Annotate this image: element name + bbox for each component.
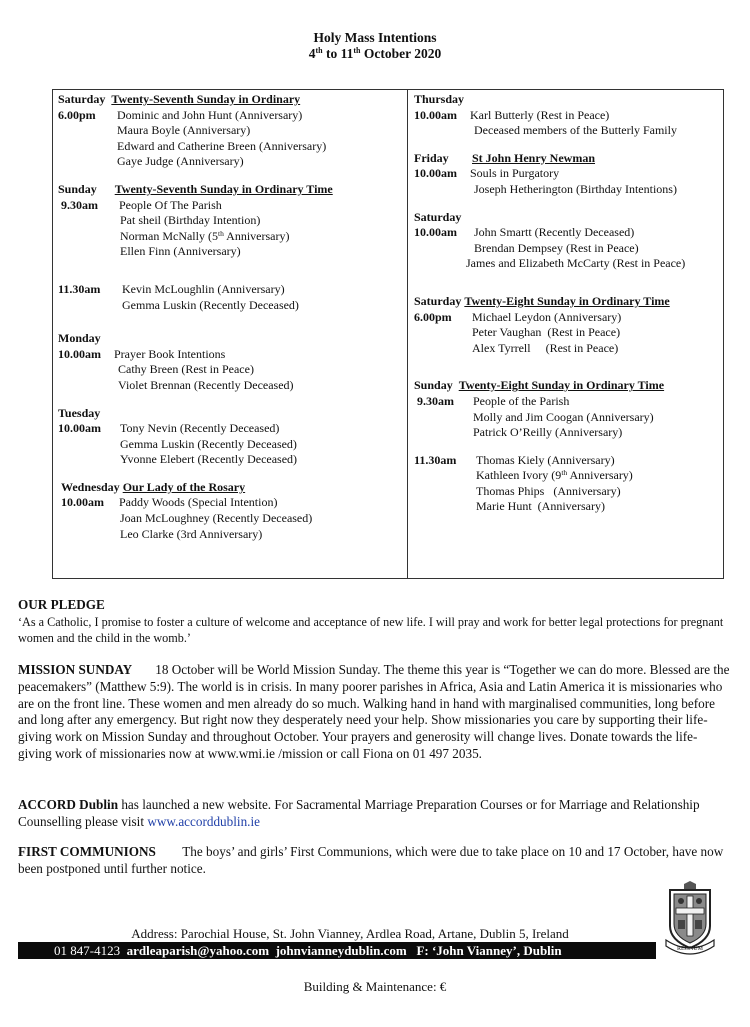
phone-number: 01 847-4123 — [54, 943, 121, 958]
communions-text: The boys’ and girls’ First Communions, which were due to take place on 10 and 17 October, have now been postponed until further notice. — [18, 844, 724, 876]
intention-row: 6.00pm Dominic and John Hunt (Anniversary) — [58, 107, 303, 122]
intention: Brendan Dempsey (Rest in Peace) — [474, 240, 639, 255]
intention: Joan McLoughney (Recently Deceased) — [120, 511, 313, 526]
intention: Edward and Catherine Breen (Anniversary) — [117, 138, 327, 153]
intention-row: 10.00am Karl Butterly (Rest in Peace) — [414, 107, 610, 122]
building-maintenance: Building & Maintenance: € — [303, 979, 447, 994]
crest-motto: REGNUM — [676, 946, 704, 952]
schedule-heading: Saturday Twenty-Eight Sunday in Ordinary Time — [414, 293, 670, 308]
intention: Gemma Luskin (Recently Deceased) — [122, 297, 299, 312]
pledge-text: ‘As a Catholic, I promise to foster a culture of welcome and acceptance of new life. I will pray and work for better legal protections for pregnant women and the child in the womb.’ — [18, 614, 724, 645]
intention: Thomas Phips (Anniversary) — [476, 483, 621, 498]
intention-row: 9.30am People of the Parish — [417, 393, 570, 408]
mission-text: 18 October will be World Mission Sunday. The theme this year is “Together we can do more. Blessed are the peacemakers” (Matthew 5:9). The world is in crisis. In many poorer parishes in Africa, Asia and Latin America it is missionaries who are on the front line. These women and men already do so much. Walking hand in hand with marginalised communities, long before and long after any emergency. But right now they desperately need your help. Show missionaries you care by supporting their life-giving work on Mission Sunday and throughout October. Your prayers and generosity will change lives. Donate towards the life-giving work of missionaries now at www.wmi.ie /mission or call Fiona on 01 497 2035. — [18, 662, 730, 761]
pledge-section — [18, 597, 730, 646]
intention: Deceased members of the Butterly Family — [474, 123, 677, 138]
accord-section — [18, 797, 730, 831]
date-range: 4th to 11th October 2020 — [308, 46, 442, 61]
schedule-left-column — [58, 92, 403, 542]
intention: Patrick O’Reilly (Anniversary) — [473, 425, 623, 440]
intention: Peter Vaughan (Rest in Peace) — [472, 325, 621, 340]
intention: Gaye Judge (Anniversary) — [117, 154, 244, 169]
intention: Maura Boyle (Anniversary) — [117, 123, 251, 138]
bulletin-title — [0, 30, 750, 62]
intention-row: 11.30am Kevin McLoughlin (Anniversary) — [58, 281, 285, 296]
intention: James and Elizabeth McCarty (Rest in Peace) — [466, 256, 686, 271]
intention-row: 6.00pm Michael Leydon (Anniversary) — [414, 309, 622, 324]
schedule-heading: Monday — [58, 331, 101, 346]
intention: Cathy Breen (Rest in Peace) — [118, 362, 254, 377]
communions-heading: FIRST COMMUNIONS — [18, 844, 156, 859]
intention: Gemma Luskin (Recently Deceased) — [120, 436, 297, 451]
intention: Ellen Finn (Anniversary) — [120, 244, 241, 259]
intention-row: 10.00am John Smartt (Recently Deceased) — [414, 225, 635, 240]
intention-row: 9.30am People Of The Parish — [61, 197, 222, 212]
intention: Leo Clarke (3rd Anniversary) — [120, 526, 263, 541]
accord-heading: ACCORD Dublin — [18, 797, 119, 812]
schedule-heading: Thursday — [414, 92, 465, 106]
intention: Molly and Jim Coogan (Anniversary) — [473, 409, 654, 424]
intention: Kathleen Ivory (9th Anniversary) — [476, 468, 633, 483]
contact-bar — [18, 942, 656, 959]
intention-row: 11.30am Thomas Kiely (Anniversary) — [414, 452, 615, 467]
email-address[interactable]: ardleaparish@yahoo.com — [126, 943, 270, 958]
intention: Norman McNally (5th Anniversary) — [120, 228, 290, 243]
website[interactable]: johnvianneydublin.com — [275, 943, 407, 958]
intention: Violet Brennan (Recently Deceased) — [118, 377, 294, 392]
intention: Joseph Hetherington (Birthday Intentions) — [474, 181, 677, 196]
intention-row: 10.00am Prayer Book Intentions — [58, 346, 226, 361]
intention-row: 10.00am Tony Nevin (Recently Deceased) — [58, 421, 280, 436]
mass-schedule-box — [52, 89, 724, 579]
mission-heading: MISSION SUNDAY — [18, 662, 133, 677]
communions-section — [18, 844, 730, 878]
intention: Marie Hunt (Anniversary) — [476, 499, 605, 514]
title-line: Holy Mass Intentions — [313, 30, 437, 45]
accord-text: has launched a new website. For Sacramental Marriage Preparation Courses or for Marriage and Relationship Counselling please visit — [18, 797, 700, 829]
intention: Pat sheil (Birthday Intention) — [120, 213, 261, 228]
schedule-heading: Saturday — [414, 209, 462, 224]
parish-address: Address: Parochial House, St. John Vianney, Ardlea Road, Artane, Dublin 5, Ireland — [131, 926, 569, 941]
parish-crest-logo — [662, 880, 718, 958]
column-divider — [407, 90, 408, 578]
facebook-handle[interactable]: F: ‘John Vianney’, Dublin — [416, 943, 562, 958]
intention: Yvonne Elebert (Recently Deceased) — [120, 452, 298, 467]
accord-link[interactable]: www.accorddublin.ie — [147, 813, 260, 829]
intention-row: 10.00am Paddy Woods (Special Intention) — [61, 495, 278, 510]
schedule-heading: Sunday Twenty-Seventh Sunday in Ordinary Time — [58, 181, 333, 196]
intention-row: 10.00am Souls in Purgatory — [414, 166, 560, 181]
intention: Alex Tyrrell (Rest in Peace) — [472, 340, 619, 355]
schedule-heading: Friday St John Henry Newman — [414, 150, 596, 165]
mission-section — [18, 662, 730, 763]
schedule-heading: Sunday Twenty-Eight Sunday in Ordinary Time — [414, 378, 665, 393]
schedule-heading: Saturday Twenty-Seventh Sunday in Ordinary — [58, 92, 301, 106]
schedule-heading: Wednesday Our Lady of the Rosary — [61, 479, 246, 494]
schedule-heading: Tuesday — [58, 405, 101, 420]
schedule-right-column — [414, 92, 722, 515]
pledge-heading: OUR PLEDGE — [18, 597, 105, 612]
